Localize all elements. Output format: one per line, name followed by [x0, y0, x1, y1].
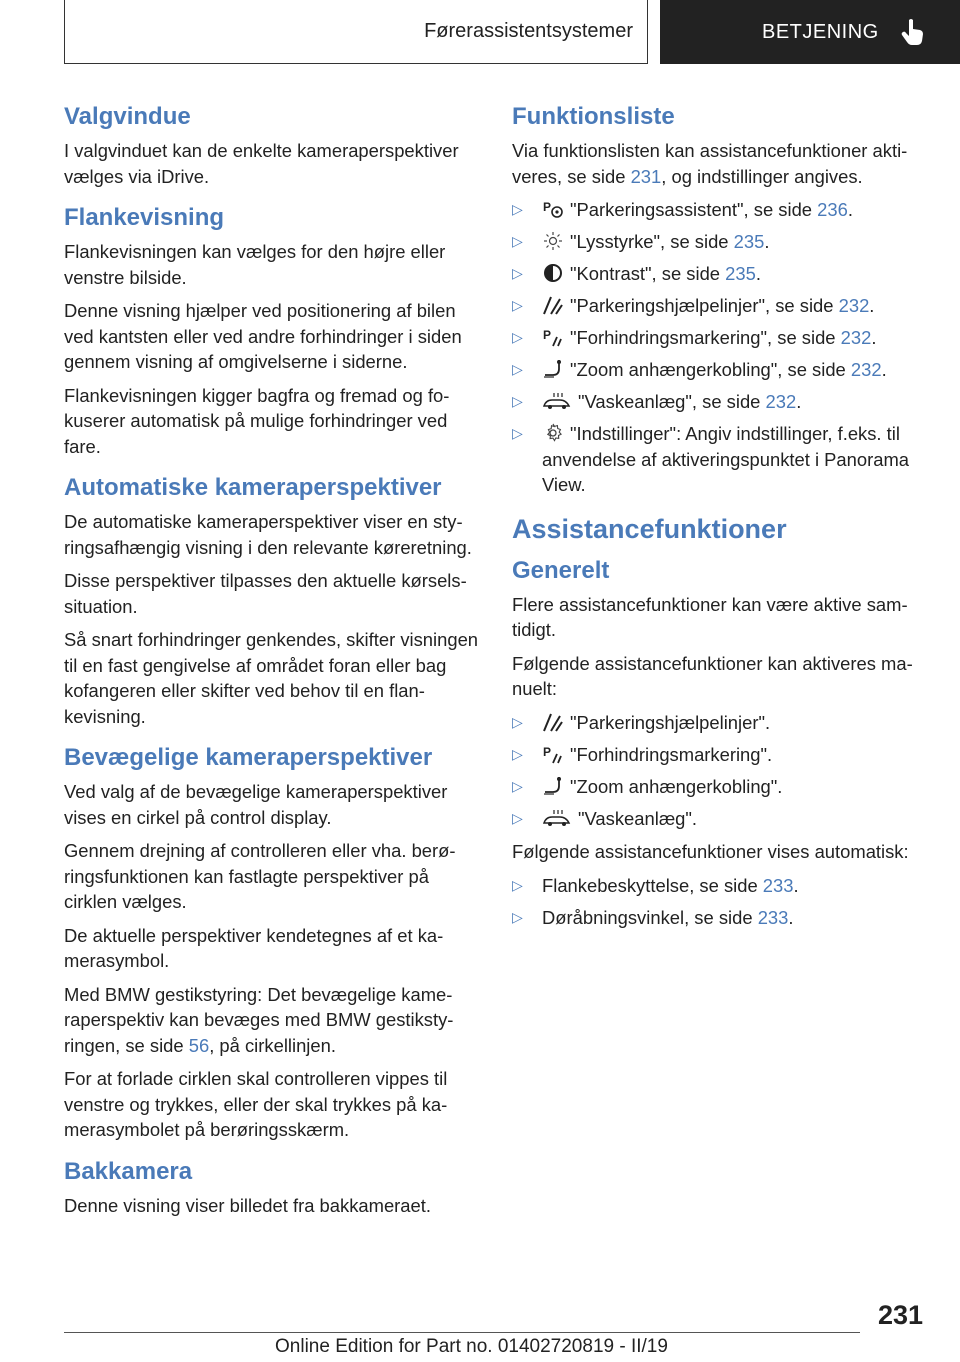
list-item — [512, 873, 927, 899]
text: . — [755, 263, 761, 284]
paragraph: Så snart forhindringer genkendes, skifter visningen til en fast gengivelse af området foran eller bag kofangeren eller skifter ved behov til en flankevisning. — [64, 629, 479, 727]
page-link[interactable]: 56 — [188, 1034, 210, 1056]
obstacle-marking-icon — [542, 327, 564, 347]
paragraph: Disse perspektiver tilpasses den aktuelle kørselssituation. — [64, 570, 467, 617]
section-flankevisning — [64, 203, 479, 459]
paragraph: Denne visning hjælper ved positionering af bilen ved kantsten eller ved andre forhindringer i siden gennem visning af omgivelserne i siderne. — [64, 300, 462, 372]
page-link[interactable]: 232 — [850, 359, 882, 380]
list-item — [512, 261, 927, 287]
paragraph — [64, 982, 479, 1059]
heading-flankevisning: Flankevisning — [64, 204, 225, 231]
page-number: 231 — [878, 1300, 924, 1330]
heading-valgvindue: Valgvindue — [64, 103, 191, 130]
text: . — [847, 199, 853, 220]
text: "Kontrast", se side — [570, 263, 726, 284]
list-item — [512, 229, 927, 255]
paragraph — [512, 138, 927, 189]
list-item — [512, 905, 927, 931]
text: "Parkeringshjælpelinjer", se side — [570, 295, 839, 316]
contrast-icon — [542, 263, 564, 283]
text: Med BMW gestikstyring: Det bevægelige kameraperspektiv kan bevæges med BMW gestikstyringen, se side — [64, 983, 454, 1056]
function-list — [512, 197, 927, 498]
trailer-hitch-icon — [542, 776, 564, 796]
section-assistancefunktioner — [512, 512, 927, 546]
bullet-triangle-icon: ▷ — [512, 361, 523, 377]
list-item — [512, 293, 927, 319]
text: . — [793, 874, 799, 896]
text: "Lysstyrke", se side — [570, 231, 734, 252]
paragraph: Følgende assistancefunktioner vises automatisk: — [512, 841, 909, 862]
paragraph: Gennem drejning af controlleren eller vha. berøringsfunktionen kan fastlagte perspektiver på cirklen vælges. — [64, 840, 456, 912]
hand-pointer-icon — [901, 18, 925, 46]
heading-automatiske: Automatiske kameraperspektiver — [64, 474, 442, 501]
section-bevaegelige — [64, 743, 479, 1143]
bullet-triangle-icon: ▷ — [512, 233, 523, 249]
list-item — [512, 421, 927, 498]
list-item — [512, 742, 927, 768]
text: . — [764, 231, 770, 252]
text: "Forhindringsmarkering", se side — [570, 327, 841, 348]
text: Flankebeskyttelse, se side — [542, 874, 763, 896]
bullet-triangle-icon: ▷ — [512, 297, 523, 313]
text: "Parkeringshjælpelinjer". — [570, 711, 771, 733]
text: , og indstillinger angives. — [661, 165, 863, 187]
bullet-triangle-icon: ▷ — [512, 745, 523, 762]
list-item — [512, 710, 927, 736]
brightness-icon — [542, 231, 564, 251]
text: "Vaskeanlæg", se side — [578, 391, 766, 412]
header-section-box — [64, 0, 648, 64]
paragraph: De aktuelle perspektiver kendetegnes af et kamerasymbol. — [64, 924, 444, 971]
text: Via funktionslisten kan assistancefunktioner aktiveres, se side — [512, 140, 908, 187]
paragraph: For at forlade cirklen skal controlleren vippes til venstre og trykkes, eller der skal trykkes på kamerasymbolet på berøringsskærm. — [64, 1068, 448, 1140]
text: "Zoom anhængerkobling". — [570, 775, 783, 797]
bullet-triangle-icon: ▷ — [512, 876, 523, 893]
paragraph: I valgvinduet kan de enkelte kameraperspektiver vælges via iDrive. — [64, 140, 459, 187]
text: "Vaskeanlæg". — [578, 807, 698, 829]
footer-edition: Online Edition for Part no. 01402720819 - II/19 — [275, 1336, 668, 1357]
heading-assistancefunktioner: Assistancefunktioner — [512, 513, 787, 544]
car-wash-icon — [542, 391, 572, 411]
text: . — [796, 391, 802, 412]
bullet-triangle-icon: ▷ — [512, 809, 523, 826]
paragraph: Følgende assistancefunktioner kan aktiveres manuelt: — [512, 652, 913, 699]
bullet-triangle-icon: ▷ — [512, 713, 523, 730]
paragraph: De automatiske kameraperspektiver viser en styringsafhængig visning i den relevante køreretning. — [64, 511, 472, 558]
text: . — [788, 906, 794, 928]
list-item — [512, 197, 927, 223]
car-wash-icon — [542, 808, 572, 828]
text: "Forhindringsmarkering". — [570, 743, 773, 765]
bullet-triangle-icon: ▷ — [512, 425, 523, 441]
header-section-title: Førerassistentsystemer — [424, 20, 633, 42]
parking-lines-icon — [542, 712, 564, 732]
svg-text:P: P — [543, 200, 552, 214]
page-link[interactable]: 235 — [725, 263, 756, 284]
section-funktionsliste — [512, 102, 927, 498]
text: "Indstillinger": Angiv indstillinger, f.eks. til anvendelse af aktiveringspunktet i Panorama View. — [542, 423, 910, 495]
page-link[interactable]: 232 — [840, 327, 872, 348]
header-chapter-title: BETJENING — [762, 20, 879, 43]
text: . — [871, 327, 877, 348]
paragraph: Flankevisningen kigger bagfra og fremad og fokuserer automatisk på mulige forhindringer ved fare. — [64, 384, 450, 457]
trailer-hitch-icon — [542, 359, 564, 379]
paragraph: Ved valg af de bevægelige kameraperspektiver vises en cirkel på control display. — [64, 781, 448, 828]
heading-funktionsliste: Funktionsliste — [512, 103, 675, 130]
heading-bakkamera: Bakkamera — [64, 1157, 193, 1185]
bullet-triangle-icon: ▷ — [512, 908, 523, 925]
obstacle-marking-icon — [542, 744, 564, 764]
section-automatiske — [64, 473, 479, 729]
list-item — [512, 389, 927, 415]
text: Døråbningsvinkel, se side — [542, 906, 758, 928]
settings-gear-icon — [542, 423, 564, 443]
text: "Zoom anhængerkobling", se side — [570, 359, 851, 380]
heading-generelt: Generelt — [512, 556, 610, 584]
parking-lines-icon — [542, 295, 564, 315]
text: . — [881, 359, 887, 380]
right-column — [512, 102, 927, 944]
paragraph: Flere assistancefunktioner kan være aktive samtidigt. — [512, 593, 908, 640]
auto-function-list — [512, 873, 927, 931]
heading-bevaegelige: Bevægelige kameraperspektiver — [64, 744, 433, 771]
page-link[interactable]: 231 — [630, 165, 662, 187]
header-chapter-box — [660, 0, 960, 64]
page-link[interactable]: 236 — [817, 199, 848, 220]
page-link[interactable]: 232 — [838, 295, 870, 316]
left-column — [64, 102, 479, 1232]
text: . — [869, 295, 875, 316]
footer-divider — [64, 1332, 860, 1333]
paragraph: Denne visning viser billedet fra bakkameraet. — [64, 1194, 431, 1216]
bullet-triangle-icon: ▷ — [512, 265, 523, 281]
list-item — [512, 806, 927, 832]
bullet-triangle-icon: ▷ — [512, 329, 523, 345]
text: , på cirkellinjen. — [209, 1034, 336, 1056]
bullet-triangle-icon: ▷ — [512, 393, 523, 409]
text: "Parkeringsassistent", se side — [570, 199, 818, 220]
bullet-triangle-icon: ▷ — [512, 201, 523, 217]
list-item — [512, 325, 927, 351]
page-link[interactable]: 232 — [765, 391, 797, 412]
bullet-triangle-icon: ▷ — [512, 777, 523, 794]
section-generelt — [512, 556, 927, 931]
section-bakkamera — [64, 1157, 479, 1219]
page-link[interactable]: 233 — [757, 906, 789, 928]
svg-text:P: P — [543, 328, 552, 342]
section-valgvindue — [64, 102, 479, 189]
manual-function-list — [512, 710, 927, 832]
paragraph: Flankevisningen kan vælges for den højre eller venstre bilside. — [64, 241, 446, 288]
page-link[interactable]: 233 — [762, 874, 794, 896]
parking-assistant-icon — [542, 199, 564, 219]
list-item — [512, 774, 927, 800]
page-link[interactable]: 235 — [733, 231, 765, 252]
list-item — [512, 357, 927, 383]
svg-text:P: P — [543, 744, 552, 759]
